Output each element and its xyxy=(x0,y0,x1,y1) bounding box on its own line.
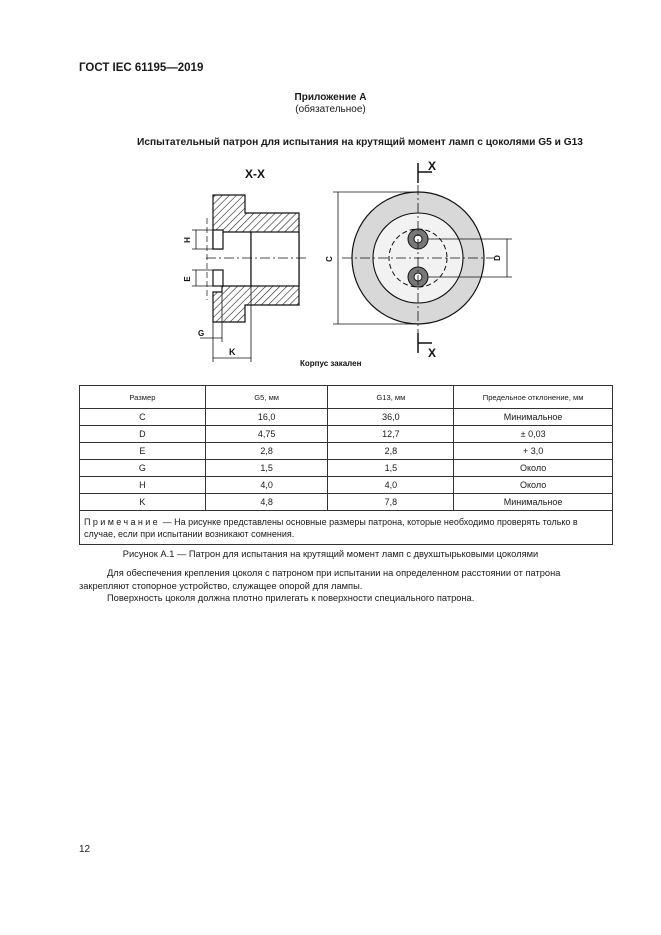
table-header-cell: Предельное отклонение, мм xyxy=(454,386,613,409)
table-cell: 2,8 xyxy=(205,443,328,460)
table-note xyxy=(80,511,613,545)
table-cell: 1,5 xyxy=(328,460,454,477)
table-cell: + 3,0 xyxy=(454,443,613,460)
table-header-cell: Размер xyxy=(80,386,206,409)
cut-label-top: Х xyxy=(428,159,437,173)
table-cell: 2,8 xyxy=(328,443,454,460)
table-cell: C xyxy=(80,409,206,426)
table-cell: Около xyxy=(454,477,613,494)
table-cell: Около xyxy=(454,460,613,477)
table-row xyxy=(80,460,613,477)
table-cell: ± 0,03 xyxy=(454,426,613,443)
dim-label-d: D xyxy=(493,255,502,261)
table-cell: E xyxy=(80,443,206,460)
document-id: ГОСТ IEC 61195—2019 xyxy=(79,62,204,74)
table-cell: 16,0 xyxy=(205,409,328,426)
cut-label-bottom: Х xyxy=(428,346,437,360)
body-label: Корпус закален xyxy=(300,359,362,368)
page-number: 12 xyxy=(79,844,91,855)
table-cell: 4,8 xyxy=(205,494,328,511)
table-header-row xyxy=(80,386,613,409)
table-cell: Минимальное xyxy=(454,409,613,426)
note-label: Примечание xyxy=(84,516,161,527)
table-header-cell: G13, мм xyxy=(328,386,454,409)
table-cell: 36,0 xyxy=(328,409,454,426)
annex-title: Приложение А xyxy=(294,92,367,103)
note-text: — На рисунке представлены основные размеры патрона, которые необходимо проверять только в случае, если при испытании возникают сомнения. xyxy=(84,516,578,539)
technical-drawing xyxy=(150,155,530,370)
figure-caption: Рисунок А.1 — Патрон для испытания на крутящий момент ламп с двухштырьковыми цоколями xyxy=(122,549,539,559)
table-row xyxy=(80,494,613,511)
table-row xyxy=(80,477,613,494)
table-cell: G xyxy=(80,460,206,477)
dim-label-c: C xyxy=(325,256,334,262)
dimension-e xyxy=(192,270,213,286)
annex-heading: Испытательный патрон для испытания на крутящий момент ламп с цоколями G5 и G13 xyxy=(137,137,583,148)
section-view xyxy=(206,195,306,322)
dim-label-k: K xyxy=(229,347,236,357)
body-paragraph: Для обеспечения крепления цоколя с патроном при испытании на определенном расстоянии от патрона закрепляют стопорное устройство, служащее опорой для лампы. xyxy=(79,568,561,591)
table-cell: 1,5 xyxy=(205,460,328,477)
table-cell: H xyxy=(80,477,206,494)
dimensions-table xyxy=(79,385,613,545)
table-row xyxy=(80,426,613,443)
dim-label-g: G xyxy=(198,329,205,338)
table-cell: D xyxy=(80,426,206,443)
table-row xyxy=(80,409,613,426)
annex-status: (обязательное) xyxy=(295,104,366,115)
table-row xyxy=(80,443,613,460)
table-note-row xyxy=(80,511,613,545)
table-cell: Минимальное xyxy=(454,494,613,511)
table-cell: 12,7 xyxy=(328,426,454,443)
section-label: Х-Х xyxy=(245,167,266,181)
body-paragraph: Поверхность цоколя должна плотно прилегать к поверхности специального патрона. xyxy=(107,593,475,603)
table-cell: 7,8 xyxy=(328,494,454,511)
table-cell: 4,0 xyxy=(205,477,328,494)
table-cell: 4,75 xyxy=(205,426,328,443)
dim-label-h: H xyxy=(183,237,192,243)
front-view xyxy=(342,185,494,342)
table-cell: 4,0 xyxy=(328,477,454,494)
dimension-h xyxy=(192,230,213,249)
dim-label-e: E xyxy=(183,276,192,282)
table-header-cell: G5, мм xyxy=(205,386,328,409)
table-cell: K xyxy=(80,494,206,511)
